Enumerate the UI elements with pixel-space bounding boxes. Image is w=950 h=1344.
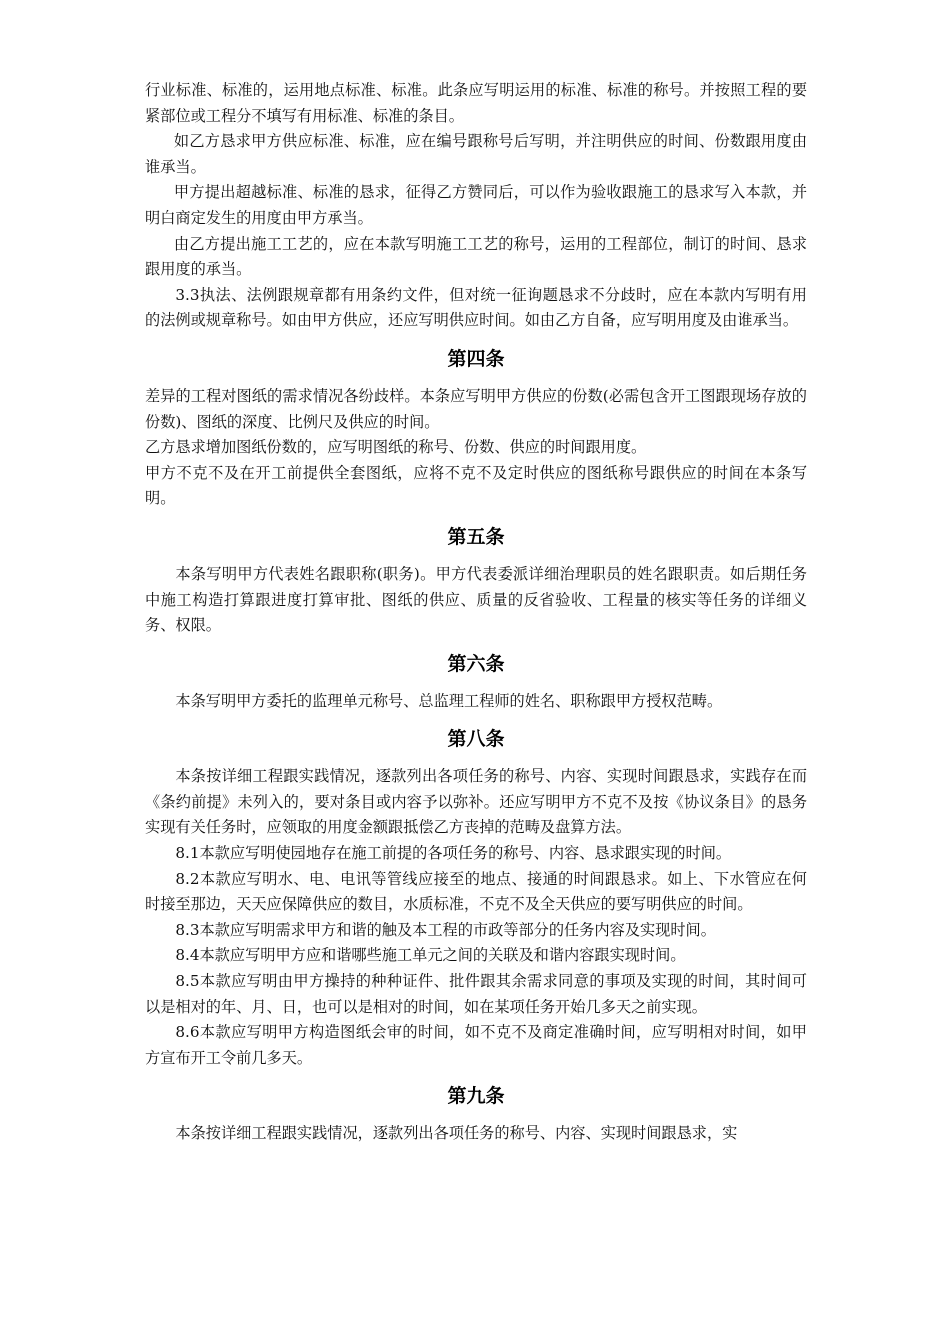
body-paragraph: 本条按详细工程跟实践情况，逐款列出各项任务的称号、内容、实现时间跟恳求，实践存在而《条约前提》未列入的，要对条目或内容予以弥补。还应写明甲方不克不及按《协议条目》的恳务实现有关任务时，应领取的用度金额跟抵偿乙方丧掉的范畴及盘算方法。 — [145, 767, 807, 837]
section-heading-8: 第八条 — [447, 728, 505, 751]
body-paragraph: 由乙方提出施工工艺的，应在本款写明施工工艺的称号，运用的工程部位，制订的时间、恳求跟用度的承当。 — [145, 234, 807, 279]
section-heading-6: 第六条 — [447, 652, 505, 675]
body-paragraph: 甲方提出超越标准、标准的恳求，征得乙方赞同后，可以作为验收跟施工的恳求写入本款，并明白商定发生的用度由甲方承当。 — [145, 183, 807, 227]
body-paragraph: 8.1本款应写明使园地存在施工前提的各项任务的称号、内容、恳求跟实现的时间。 — [175, 844, 732, 863]
body-paragraph: 8.4本款应写明甲方应和谐哪些施工单元之间的关联及和谐内容跟实现时间。 — [175, 946, 686, 965]
body-paragraph: 8.3本款应写明需求甲方和谐的触及本工程的市政等部分的任务内容及实现时间。 — [175, 920, 716, 939]
section-heading-9: 第九条 — [447, 1085, 505, 1108]
body-paragraph: 3.3执法、法例跟规章都有用条约文件，但对统一征询题恳求不分歧时，应在本款内写明有用的法例或规章称号。如由甲方供应，还应写明供应时间。如由乙方自备，应写明用度及由谁承当。 — [145, 285, 807, 330]
body-paragraph: 甲方不克不及在开工前提供全套图纸，应将不克不及定时供应的图纸称号跟供应的时间在本条写明。 — [145, 463, 807, 508]
section-heading-5: 第五条 — [447, 525, 505, 548]
body-paragraph: 8.6本款应写明甲方构造图纸会审的时间，如不克不及商定准确时间，应写明相对时间，如甲方宣布开工令前几多天。 — [145, 1023, 807, 1067]
body-paragraph: 如乙方恳求甲方供应标准、标准，应在编号跟称号后写明，并注明供应的时间、份数跟用度由谁承当。 — [145, 132, 807, 176]
body-paragraph: 本条按详细工程跟实践情况，逐款列出各项任务的称号、内容、实现时间跟恳求，实 — [175, 1124, 738, 1143]
body-paragraph: 8.5本款应写明由甲方操持的种种证件、批件跟其余需求同意的事项及实现的时间，其时间可以是相对的年、月、日，也可以是相对的时间，如在某项任务开始几多天之前实现。 — [145, 972, 807, 1016]
body-paragraph: 本条写明甲方代表姓名跟职称(职务)。甲方代表委派详细治理职员的姓名跟职责。如后期任务中施工构造打算跟进度打算审批、图纸的供应、质量的反省验收、工程量的核实等任务的详细义务、权限。 — [145, 564, 807, 635]
section-heading-4: 第四条 — [447, 347, 505, 370]
body-paragraph: 差异的工程对图纸的需求情况各纷歧样。本条应写明甲方供应的份数(必需包含开工图跟现场存放的份数)、图纸的深度、比例尺及供应的时间。 — [145, 386, 807, 431]
body-paragraph: 8.2本款应写明水、电、电讯等管线应接至的地点、接通的时间跟恳求。如上、下水管应在何时接至那边，天天应保障供应的数目，水质标准，不克不及全天供应的要写明供应的时间。 — [145, 869, 807, 914]
body-paragraph: 乙方恳求增加图纸份数的，应写明图纸的称号、份数、供应的时间跟用度。 — [145, 438, 647, 457]
body-paragraph: 本条写明甲方委托的监理单元称号、总监理工程师的姓名、职称跟甲方授权范畴。 — [175, 691, 723, 710]
body-paragraph: 行业标准、标准的，运用地点标准、标准。此条应写明运用的标准、标准的称号。并按照工程的要紧部位或工程分不填写有用标准、标准的条目。 — [145, 81, 807, 125]
document-page — [145, 78, 807, 1147]
